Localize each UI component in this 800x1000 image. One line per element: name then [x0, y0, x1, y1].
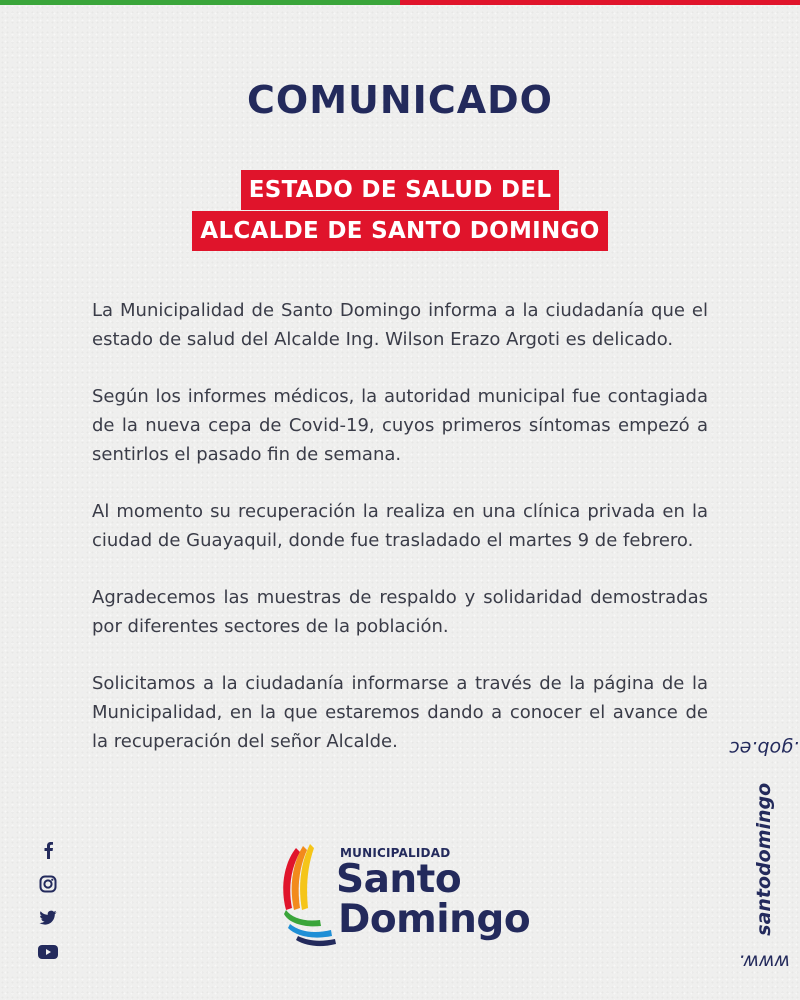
- logo-mark-icon: [276, 838, 342, 953]
- top-bar-red: [400, 0, 800, 5]
- top-bar-green: [0, 0, 400, 5]
- twitter-icon[interactable]: [38, 908, 58, 928]
- logo-text-domingo: Domingo: [338, 897, 531, 942]
- url-domain: santodomingo: [753, 782, 776, 936]
- url-suffix: .gob.ec: [729, 736, 799, 759]
- announcement-body: [92, 296, 708, 784]
- subtitle-line-2: ALCALDE DE SANTO DOMINGO: [192, 211, 607, 251]
- paragraph: Al momento su recuperación la realiza en una clínica privada en la ciudad de Guayaquil, donde fue trasladado el martes 9 de febrero.: [92, 501, 708, 551]
- logo-text-santo: Santo: [336, 857, 462, 902]
- subtitle-line-1: ESTADO DE SALUD DEL: [241, 170, 560, 210]
- paragraph: Solicitamos a la ciudadanía informarse a través de la página de la Municipalidad, en la que estaremos dando a conocer el avance de la recuperación del señor Alcalde.: [92, 673, 708, 752]
- social-links: [36, 840, 60, 976]
- url-prefix: www.: [738, 950, 790, 973]
- instagram-icon[interactable]: [38, 874, 58, 894]
- page-title: COMUNICADO: [247, 78, 553, 122]
- logo-text-municipalidad: MUNICIPALIDAD: [340, 846, 451, 860]
- facebook-icon[interactable]: [38, 840, 58, 860]
- paragraph: Agradecemos las muestras de respaldo y solidaridad demostradas por diferentes sectores de la población.: [92, 587, 708, 637]
- paragraph: La Municipalidad de Santo Domingo informa a la ciudadanía que el estado de salud del Alcalde Ing. Wilson Erazo Argoti es delicado.: [92, 300, 708, 350]
- municipality-logo: [276, 836, 536, 956]
- paragraph: Según los informes médicos, la autoridad municipal fue contagiada de la nueva cepa de Covid-19, cuyos primeros síntomas empezó a sentirlos el pasado fin de semana.: [92, 386, 708, 465]
- website-url[interactable]: [729, 720, 799, 980]
- youtube-icon[interactable]: [38, 942, 58, 962]
- subtitle-banner: [0, 170, 800, 251]
- top-color-bar: [0, 0, 800, 5]
